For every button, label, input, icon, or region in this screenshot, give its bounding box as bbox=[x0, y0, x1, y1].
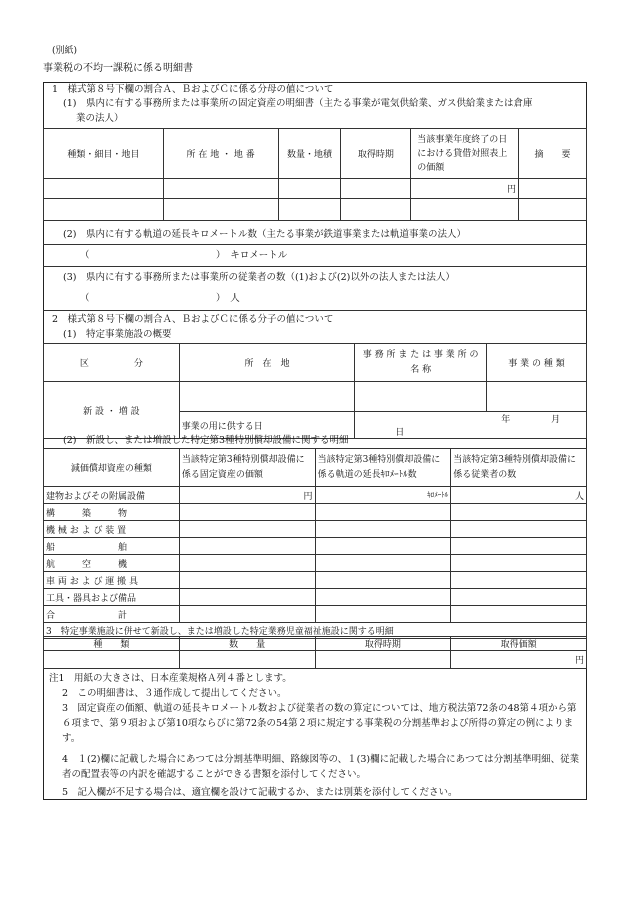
col-header-remarks: 摘 要 bbox=[519, 129, 587, 179]
use-date-field[interactable]: 年 月 日 bbox=[355, 412, 587, 439]
km-close: ） キロメートル bbox=[216, 250, 288, 261]
header-quantity: 数 量 bbox=[179, 637, 315, 651]
col-header-quantity: 数量・地積 bbox=[278, 129, 341, 179]
table-row: 工具・器具および備品 bbox=[44, 589, 587, 606]
header-business-type: 事 業 の 種 類 bbox=[487, 344, 587, 382]
header-asset-type: 減価償却資産の種類 bbox=[44, 449, 180, 487]
col-header-type: 種類・細目・地目 bbox=[44, 129, 164, 179]
table-row: 合 計 bbox=[44, 606, 587, 623]
table-row: 円 bbox=[44, 651, 587, 669]
header-acquired-price: 取得価額 bbox=[451, 637, 587, 651]
col-header-book-value: 当該事業年度終了の日における貸借対照表上の価額 bbox=[411, 129, 519, 179]
table-row: 航 空 機 bbox=[44, 555, 587, 572]
fixed-asset-table bbox=[43, 128, 587, 221]
table-row bbox=[44, 199, 587, 221]
note-1: 注1 用紙の大きさは、日本産業規格Ａ列４番とします。 bbox=[49, 673, 292, 684]
section1-sub3: (3) 県内に有する事務所または事業所の従業者の数（(1)および(2)以外の法人または法人） bbox=[63, 272, 455, 283]
header-kubun: 区 分 bbox=[44, 344, 180, 382]
attachment-label: (別紙) bbox=[52, 46, 78, 56]
note-5: 5 記入欄が不足する場合は、適宜欄を設けて記載するか、または別葉を添付してください。 bbox=[62, 787, 458, 798]
section1-sub1-line2: 業の法人） bbox=[76, 113, 124, 124]
emp-open: （ bbox=[80, 293, 90, 304]
header-acquired-date: 取得時期 bbox=[315, 637, 451, 651]
section2-sub1: (1) 特定事業施設の概要 bbox=[63, 329, 172, 340]
table-row: 構 築 物 bbox=[44, 504, 587, 521]
new-or-expansion: 新 設 ・ 増 設 bbox=[44, 382, 180, 439]
note-3: 3 固定資産の価額、軌道の延長キロメートル数および従業者の数の算定については、地方税法第72条の48第４項から第６項まで、第９項および第10項ならびに第72条の54第２項に規定する事業税の分割基準および所得の算定の例によります。 bbox=[62, 703, 577, 744]
emp-close: ） 人 bbox=[216, 293, 240, 304]
section1-sub1-line1: (1) 県内に有する事務所または事業所の固定資産の明細書（主たる事業が電気供給業、ガス供給業または倉庫 bbox=[63, 98, 533, 109]
childcare-facility-table bbox=[43, 636, 587, 669]
header-kind: 種 類 bbox=[44, 637, 180, 651]
header-fixed-value: 当該特定第3種特別償却設備に係る固定資産の価額 bbox=[179, 449, 315, 487]
use-date-label: 事業の用に供する日 bbox=[179, 412, 354, 439]
note-2: 2 この明細書は、３通作成して提出してください。 bbox=[62, 688, 287, 699]
section2-sub2: (2) 新設し、または増設した特定第3種特別償却設備に関する明細 bbox=[63, 435, 349, 446]
table-row: 車 両 お よ び 運 搬 具 bbox=[44, 572, 587, 589]
header-office-name: 事 務 所 ま た は 事 業 所 の 名 称 bbox=[355, 344, 487, 382]
table-row: 建物およびその附属設備 円 ｷﾛﾒｰﾄﾙ 人 bbox=[44, 487, 587, 504]
col-header-acquired: 取得時期 bbox=[341, 129, 411, 179]
col-header-location: 所 在 地 ・ 地 番 bbox=[163, 129, 278, 179]
note-4: 4 １(2)欄に記載した場合にあつては分割基準明細、路線図等の、１(3)欄に記載した場合にあつては分割基準明細、従業者の配置表等の内訳を確認することができる書類を添付してください。 bbox=[62, 754, 580, 780]
section1-title: 1 様式第８号下欄の割合Ａ、ＢおよびＣに係る分母の値について bbox=[52, 84, 334, 95]
section1-sub2: (2) 県内に有する軌道の延長キロメートル数（主たる事業が鉄道事業または軌道事業の法人） bbox=[63, 229, 466, 240]
depreciation-table bbox=[43, 448, 587, 639]
table-row: 機 械 お よ び 装 置 bbox=[44, 521, 587, 538]
section2-title: 2 様式第８号下欄の割合Ａ、ＢおよびＣに係る分子の値について bbox=[52, 314, 334, 325]
yen-unit: 円 bbox=[411, 179, 519, 199]
header-track-km: 当該特定第3種特別償却設備に係る軌道の延長ｷﾛﾒｰﾄﾙ数 bbox=[315, 449, 451, 487]
header-employees: 当該特定第3種特別償却設備に係る従業者の数 bbox=[451, 449, 587, 487]
section3-title: 3 特定事業施設に併せて新設し、または増設した特定業務児童福祉施設に関する明細 bbox=[44, 623, 587, 639]
header-location: 所 在 地 bbox=[179, 344, 354, 382]
form-title: 事業税の不均一課税に係る明細書 bbox=[43, 63, 193, 74]
table-row bbox=[44, 179, 587, 199]
km-open: （ bbox=[80, 250, 90, 261]
table-row: 船 舶 bbox=[44, 538, 587, 555]
facility-overview-table bbox=[43, 343, 587, 439]
